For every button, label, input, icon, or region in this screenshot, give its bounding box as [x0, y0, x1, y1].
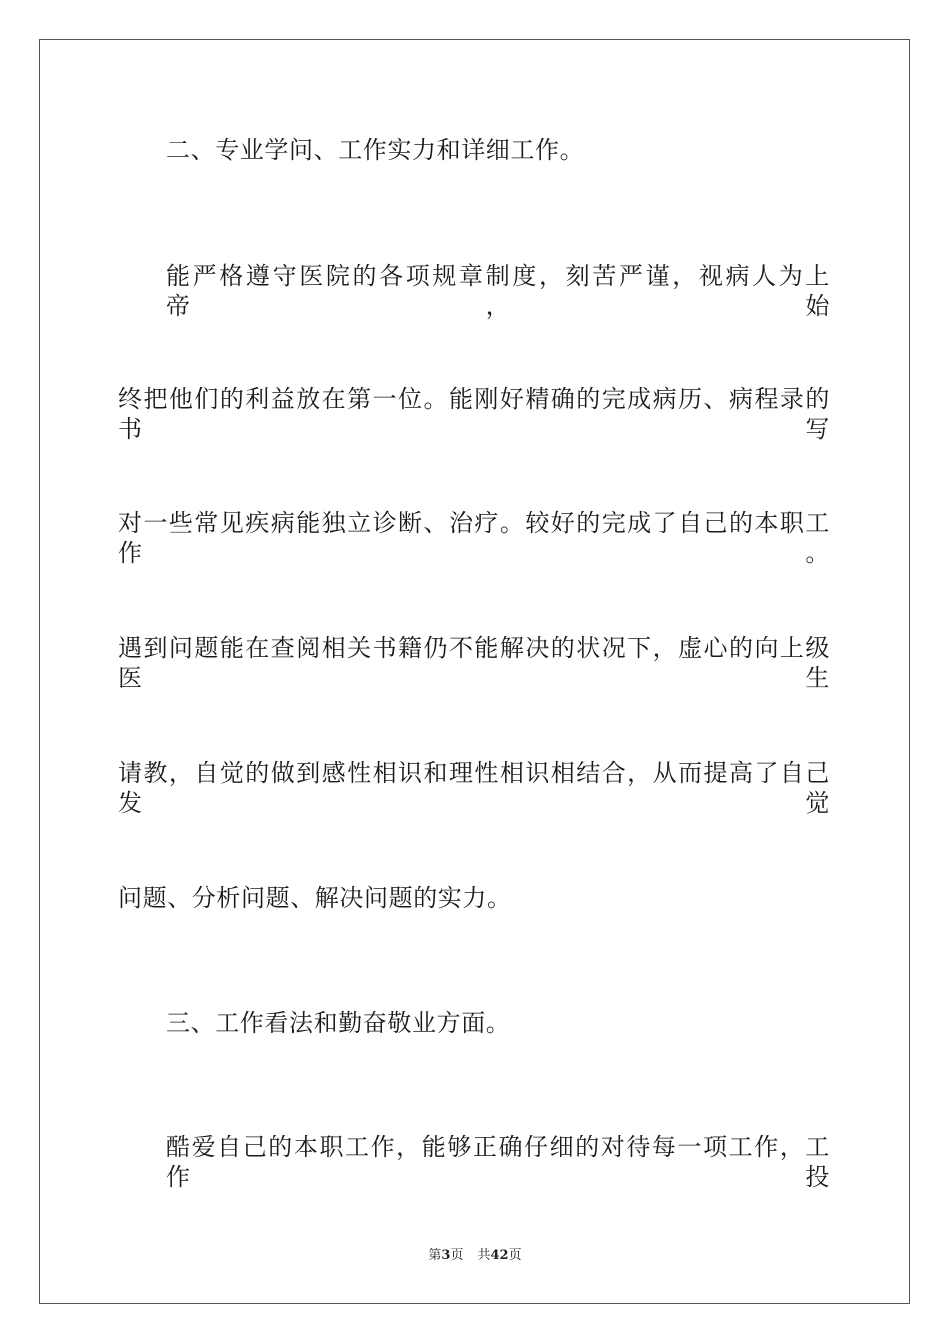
- paragraph-line-4: 遇到问题能在查阅相关书籍仍不能解决的状况下，虚心的向上级医生: [118, 634, 830, 692]
- footer-total-prefix: 共: [477, 1248, 491, 1263]
- paragraph-line-5: 请教，自觉的做到感性相识和理性相识相结合，从而提高了自己发觉: [118, 759, 830, 817]
- section-heading-3: 三、工作看法和勤奋敬业方面。: [166, 1009, 511, 1037]
- paragraph-line-2: 终把他们的利益放在第一位。能刚好精确的完成病历、病程录的书写: [118, 385, 830, 443]
- footer-page-suffix: 页: [450, 1248, 464, 1263]
- footer-total-suffix: 页: [508, 1248, 522, 1263]
- page-footer: [0, 1247, 950, 1265]
- section-heading-2: 二、专业学问、工作实力和详细工作。: [166, 136, 585, 164]
- paragraph-line-3: 对一些常见疾病能独立诊断、治疗。较好的完成了自己的本职工作。: [118, 509, 830, 567]
- paragraph-line-1: 能严格遵守医院的各项规章制度，刻苦严谨，视病人为上帝，始: [166, 262, 830, 320]
- footer-total-number: 42: [490, 1248, 509, 1263]
- footer-page-prefix: 第: [428, 1248, 442, 1263]
- paragraph-line-6: 问题、分析问题、解决问题的实力。: [118, 884, 512, 912]
- paragraph-line-7: 酷爱自己的本职工作，能够正确仔细的对待每一项工作，工作投: [166, 1133, 830, 1191]
- footer-page-number: 3: [441, 1248, 451, 1263]
